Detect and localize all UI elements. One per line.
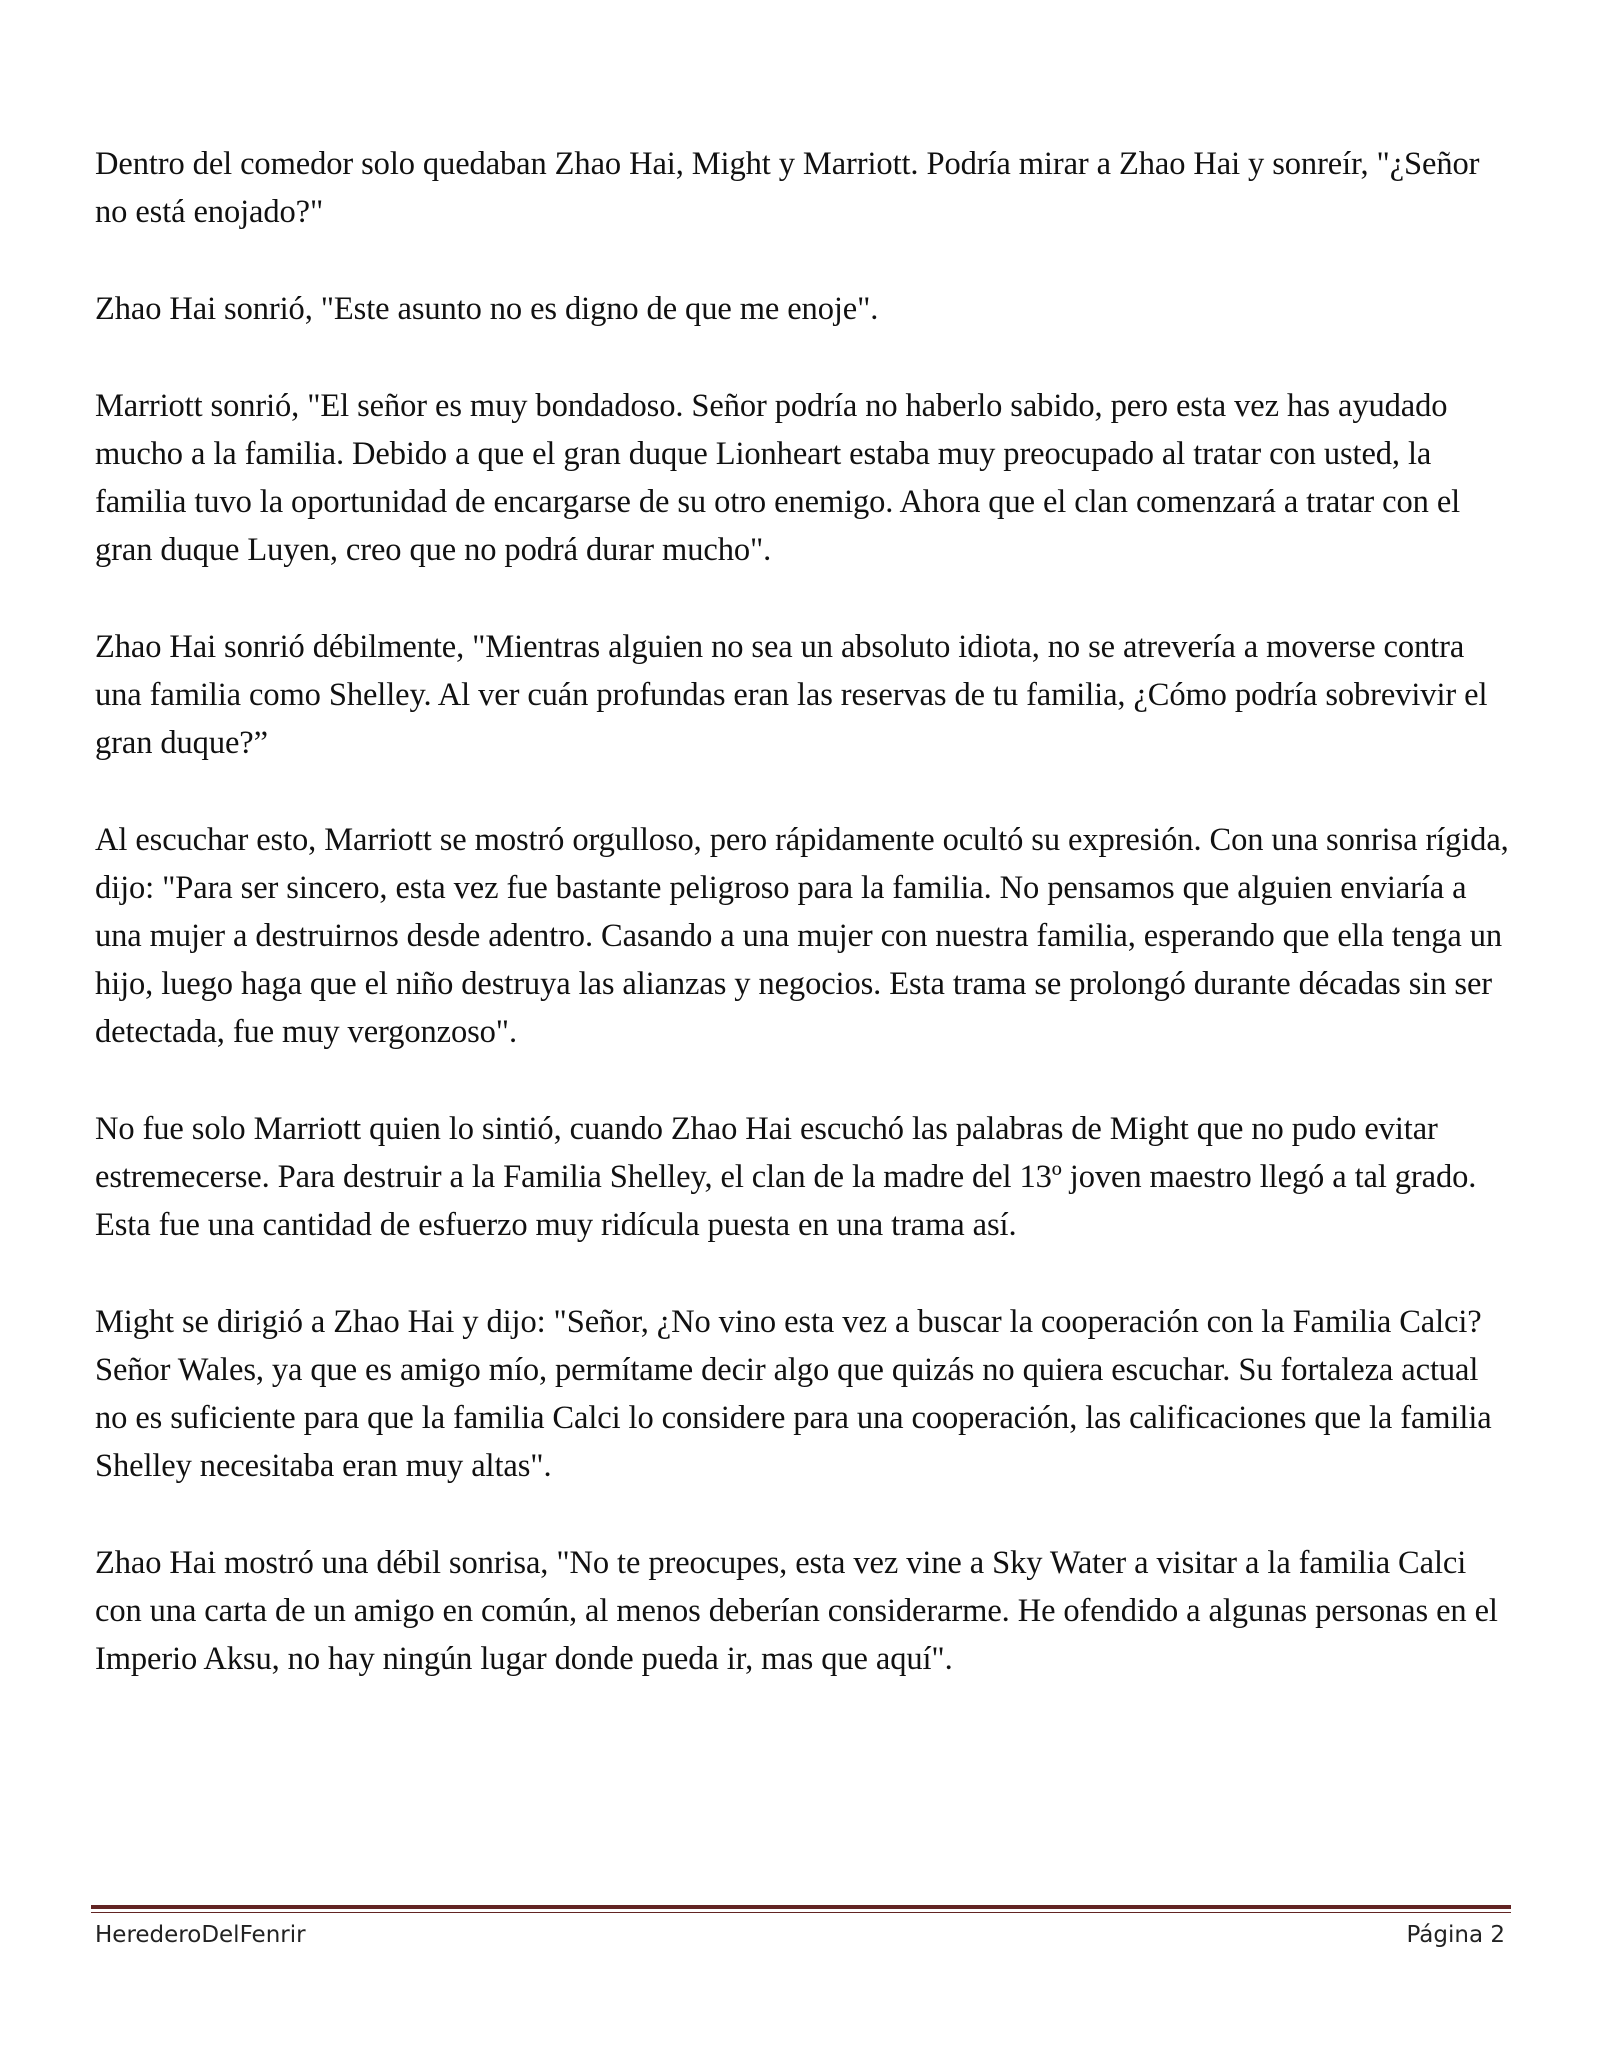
paragraph-8: Zhao Hai mostró una débil sonrisa, "No te preocupes, esta vez vine a Sky Water a visitar a la familia Calci con una carta de un amigo en común, al menos deberían considerarme. He ofendido a algunas personas en el Imperio Aksu, no hay ningún lugar donde pueda ir, mas que aquí". bbox=[95, 1545, 1498, 1677]
page-number: Página 2 bbox=[1406, 1922, 1505, 1948]
paragraph-4: Zhao Hai sonrió débilmente, "Mientras alguien no sea un absoluto idiota, no se atrevería a moverse contra una familia como Shelley. Al ver cuán profundas eran las reservas de tu familia, ¿Cómo podría sobrevivir el gran duque?” bbox=[95, 629, 1488, 761]
page-body bbox=[95, 140, 1515, 1732]
paragraph-6: No fue solo Marriott quien lo sintió, cuando Zhao Hai escuchó las palabras de Might que no pudo evitar estremecerse. Para destruir a la Familia Shelley, el clan de la madre del 13º joven maestro llegó a tal grado. Esta fue una cantidad de esfuerzo muy ridícula puesta en una trama así. bbox=[95, 1111, 1477, 1243]
paragraph-3: Marriott sonrió, "El señor es muy bondadoso. Señor podría no haberlo sabido, pero esta vez has ayudado mucho a la familia. Debido a que el gran duque Lionheart estaba muy preocupado al tratar con usted, la familia tuvo la oportunidad de encargarse de su otro enemigo. Ahora que el clan comenzará a tratar con el gran duque Luyen, creo que no podrá durar mucho". bbox=[95, 388, 1461, 568]
footer-divider bbox=[91, 1905, 1511, 1913]
paragraph-1: Dentro del comedor solo quedaban Zhao Hai, Might y Marriott. Podría mirar a Zhao Hai y sonreír, "¿Señor no está enojado?" bbox=[95, 146, 1480, 230]
paragraph-7: Might se dirigió a Zhao Hai y dijo: "Señor, ¿No vino esta vez a buscar la cooperación con la Familia Calci? Señor Wales, ya que es amigo mío, permítame decir algo que quizás no quiera escuchar. Su fortaleza actual no es suficiente para que la familia Calci lo considere para una cooperación, las calificaciones que la familia Shelley necesitaba eran muy altas". bbox=[95, 1304, 1492, 1484]
paragraph-5: Al escuchar esto, Marriott se mostró orgulloso, pero rápidamente ocultó su expresión. Con una sonrisa rígida, dijo: "Para ser sincero, esta vez fue bastante peligroso para la familia. No pensamos que alguien enviaría a una mujer a destruirnos desde adentro. Casando a una mujer con nuestra familia, esperando que ella tenga un hijo, luego haga que el niño destruya las alianzas y negocios. Esta trama se prolongó durante décadas sin ser detectada, fue muy vergonzoso". bbox=[95, 822, 1509, 1050]
footer-author: HerederoDelFenrir bbox=[95, 1922, 306, 1948]
paragraph-2: Zhao Hai sonrió, "Este asunto no es digno de que me enoje". bbox=[95, 291, 879, 327]
